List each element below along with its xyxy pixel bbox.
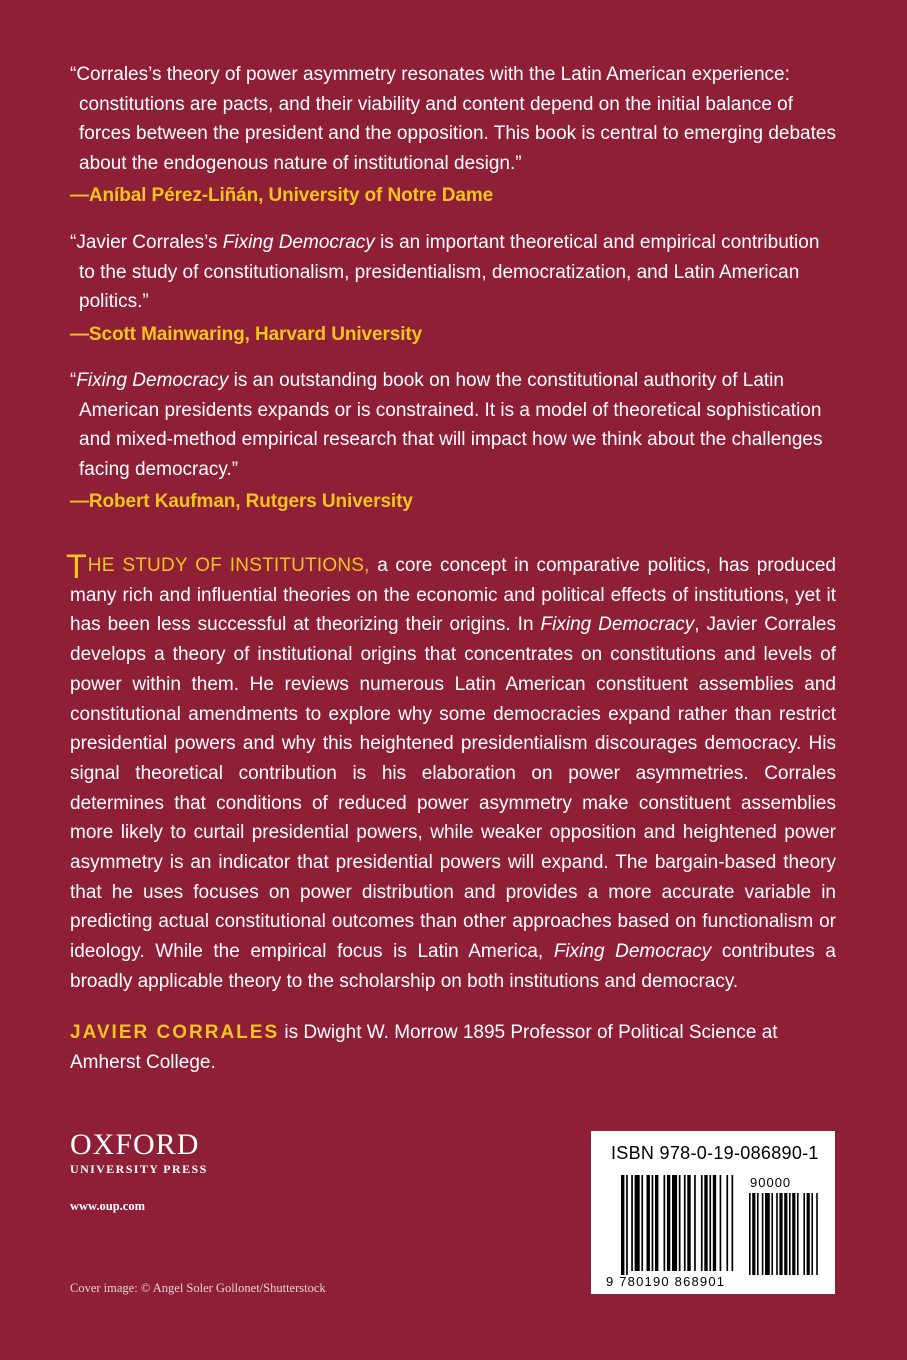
cover-credit: Cover image: © Angel Soler Gollonet/Shutterstock [70,1281,326,1295]
barcode-bar [652,1175,654,1271]
addon-bar [789,1193,791,1275]
publisher-press: UNIVERSITY PRESS [70,1162,208,1176]
description-lead: HE STUDY OF INSTITUTIONS, [87,555,370,576]
barcode-bar [704,1175,707,1271]
publisher-logo [70,1130,208,1177]
publisher-name: OXFORD [70,1128,200,1161]
addon-bar [762,1193,764,1275]
addon-bar [792,1193,795,1275]
barcode-bar [647,1175,650,1271]
addon-bar [807,1193,810,1275]
book-title: Fixing Democracy [76,370,229,391]
addon-bar [803,1193,805,1275]
addon-bar [779,1193,782,1275]
description-part-3: contributes a broadly applicable theory to the scholarship on both institutions and democracy. [70,941,836,992]
blurb-quote-1 [70,60,836,211]
barcode-bar [709,1175,711,1271]
quote-text: “Corrales’s theory of power asymmetry resonates with the Latin American experience: constitutions are pacts, and their viability and content depend on the initial balance of forces between the president and the opposition. This book is central to emerging debates about the endogenous nature of institutional design.” [70,64,836,174]
barcode-bar [713,1175,716,1271]
author-bio-text: is Dwight W. Morrow 1895 Professor of Political Science at Amherst College. [70,1022,778,1073]
addon-bar [752,1193,755,1275]
barcode-bars [621,1175,821,1277]
isbn-label: ISBN 978-0-19-086890-1 [611,1143,819,1163]
addon-digits: 90000 [750,1175,792,1190]
description-part-1: a core concept in comparative politics, has produced many rich and influential theories on the economic and political effects of institutions, yet it has been less successful at theorizing their origins. In [70,555,836,636]
addon-bar [749,1193,751,1275]
barcode-bar [726,1175,728,1271]
barcode-bar [694,1175,696,1271]
quote-attribution: —Robert Kaufman, Rutgers University [70,491,413,512]
barcode-bar [732,1175,734,1271]
ean-digits: 9 780190 868901 [606,1274,726,1289]
barcode-bar [631,1175,633,1271]
addon-bar [757,1193,759,1275]
addon-bar [811,1193,813,1275]
barcode-bar [672,1175,677,1271]
barcode-bar [635,1175,640,1271]
barcode-bar [626,1175,628,1275]
barcode-bar [720,1175,722,1271]
barcode-bar [679,1175,681,1271]
blurb-quote-3 [70,366,836,517]
drop-cap: T [66,548,87,586]
addon-bar [776,1193,778,1275]
quote-text [70,228,836,317]
book-title: Fixing Democracy [553,941,712,963]
barcode-bar [667,1175,670,1271]
barcode-bar [621,1175,624,1275]
book-title: Fixing Democracy [540,614,695,636]
description-part-2: , Javier Corrales develops a theory of institutional origins that concentrates on constitutions and levels of power within them. He reviews numerous Latin American constituent assemblies and constitutional amendments to explore why some democracies expand rather than restrict presidential powers and why this heightened presidentialism discourages democracy. His signal theoretical contribution is his elaboration on power asymmetries. Corrales determines that conditions of reduced power asymmetry make constituent assemblies more likely to curtail presidential powers, while weaker opposition and heightened power asymmetry is an indicator that presidential powers will expand. The bargain-based theory that he uses focuses on power distribution and provides a more accurate variable in predicting actual constitutional outcomes than other approaches based on functionalism or ideology. While the empirical focus is Latin America, [70,614,836,963]
addon-bar [797,1193,799,1275]
addon-bar [784,1193,787,1275]
quote-attribution: —Scott Mainwaring, Harvard University [70,323,423,345]
barcode-bar [684,1175,686,1271]
addon-bar [765,1193,770,1275]
author-bio [70,1018,836,1077]
barcode-bar [701,1175,703,1271]
book-description [66,548,836,997]
publisher-website: www.oup.com [70,1199,146,1213]
addon-bar [816,1193,818,1275]
addon-bar [771,1193,773,1275]
quote-post: is an important theoretical and empirical contribution to the study of constitutionalism, presidentialism, democratization, and Latin American politics.” [79,232,820,312]
barcode-bar [664,1175,666,1271]
barcode-bar [641,1175,643,1271]
barcode-box [591,1131,835,1294]
quote-pre: “ [70,370,77,391]
quote-post: is an outstanding book on how the constitutional authority of Latin American presidents expands or is constrained. It is a model of theoretical sophistication and mixed-method empirical research that will impact how we think about the challenges facing democracy.” [79,370,823,480]
blurb-quote-2 [70,228,836,349]
author-name: JAVIER CORRALES [70,1022,280,1043]
book-title: Fixing Democracy [222,232,375,253]
barcode-bar [655,1175,658,1271]
quote-attribution: —Aníbal Pérez-Liñán, University of Notre Dame [70,185,494,206]
barcode-bar [687,1175,690,1271]
quote-text [70,366,836,484]
quote-pre: “Javier Corrales’s [70,232,223,253]
